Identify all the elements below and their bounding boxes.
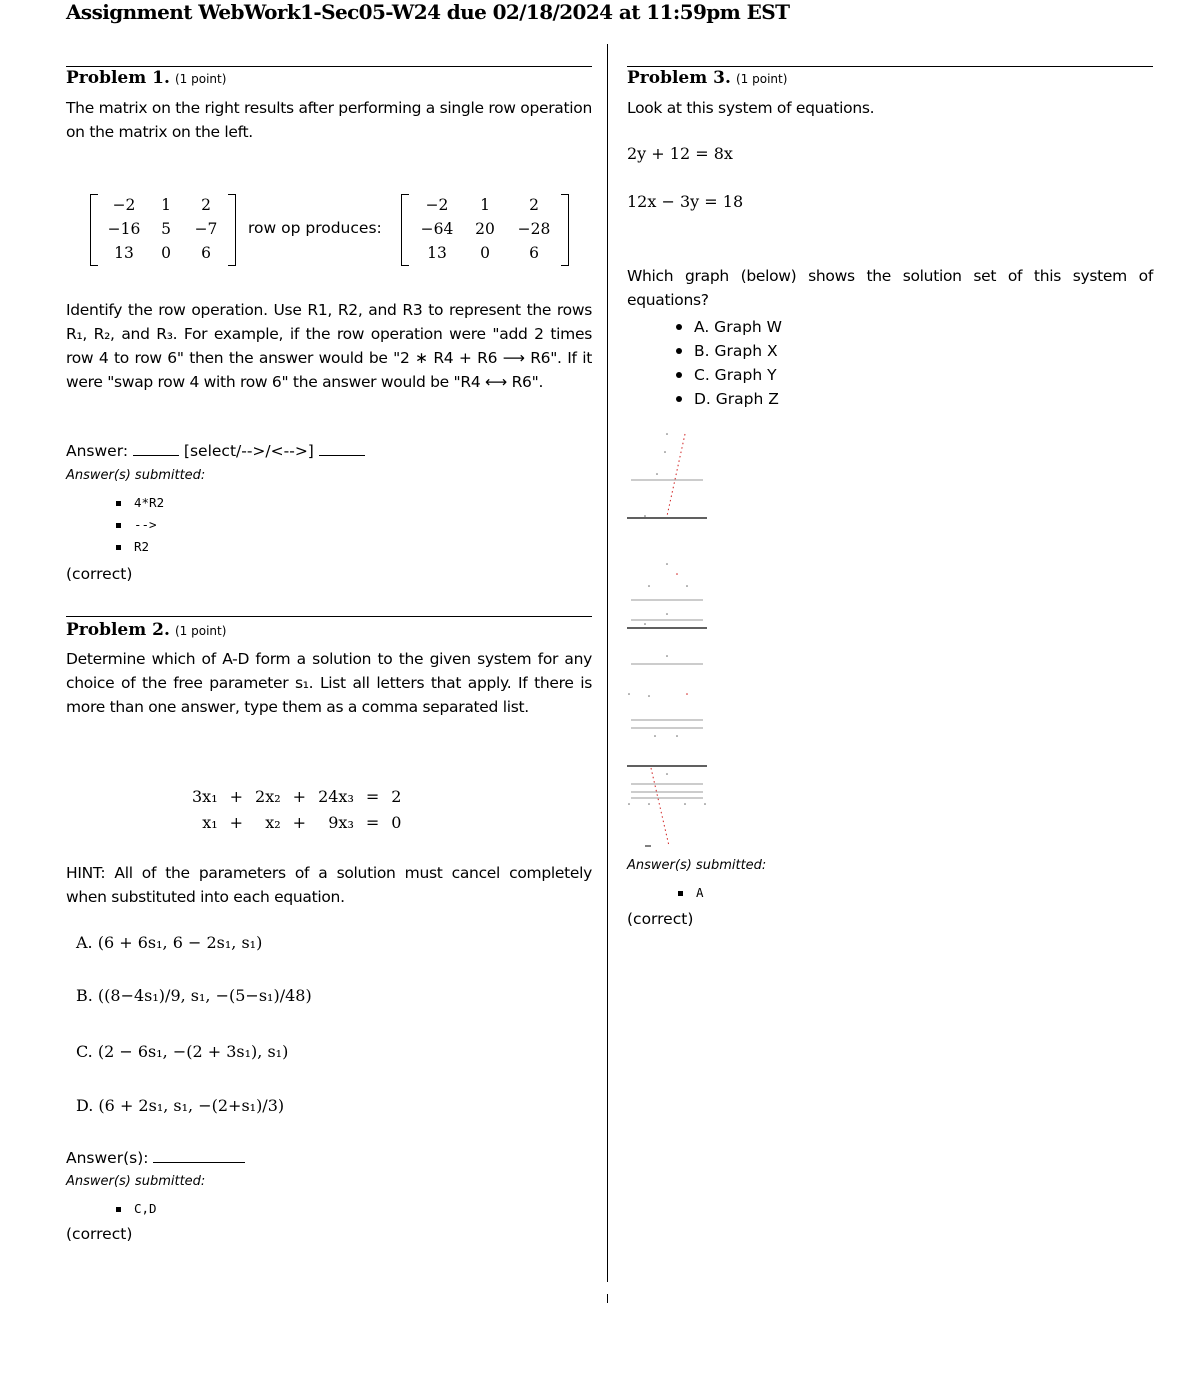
graph-z (627, 760, 709, 852)
list-item: A (678, 882, 704, 904)
assignment-title: Assignment WebWork1-Sec05-W24 due 02/18/2024 at 11:59pm EST (66, 0, 790, 24)
problem2-equation-system (186, 783, 407, 835)
graph-x (627, 560, 709, 632)
list-item: R2 (116, 536, 164, 558)
point-dot (648, 803, 650, 805)
problem3-submitted-list (678, 882, 704, 904)
choice-graph-x: B. Graph X (674, 339, 782, 363)
point-dot (666, 433, 668, 435)
problem3-points: (1 point) (736, 72, 788, 86)
problem2-intro: Determine which of A-D form a solution to the given system for any choice of the free parameter s₁. List all letters that apply. If there is more than one answer, type them as a comma separated list. (66, 650, 592, 716)
problem3-title: Problem 3. (627, 68, 731, 88)
problem3-submitted-label: Answer(s) submitted: (627, 858, 767, 873)
point-dot (664, 451, 666, 453)
problem1-status: (correct) (66, 565, 133, 583)
equation-1: 2y + 12 = 8x (627, 144, 733, 163)
option-d: D. (6 + 2s₁, s₁, −(2+s₁)/3) (76, 1096, 285, 1115)
choice-graph-y: C. Graph Y (674, 363, 782, 387)
problem3-status: (correct) (627, 910, 694, 928)
point-dot (666, 773, 668, 775)
equation-2: 12x − 3y = 18 (627, 192, 744, 211)
graph-choices (674, 315, 782, 411)
problem1-heading (66, 68, 226, 88)
graph-y (627, 652, 709, 740)
problem1-rule (66, 66, 592, 67)
option-b: B. ((8−4s₁)/9, s₁, −(5−s₁)/48) (76, 986, 312, 1005)
answer-label: Answer(s): (66, 1149, 149, 1167)
answer-blank-1[interactable] (133, 455, 179, 456)
right-matrix-cells: −2 1 2 −64 20 −28 13 0 6 (420, 196, 551, 262)
point-dot (644, 515, 646, 517)
point-dot (684, 803, 686, 805)
answer-blank-2[interactable] (319, 455, 365, 456)
page-tick (607, 1294, 608, 1303)
choice-graph-w: A. Graph W (674, 315, 782, 339)
problem2-submitted-list (116, 1198, 157, 1220)
right-bracket (561, 194, 569, 266)
choice-graph-z: D. Graph Z (674, 387, 782, 411)
equation-row: 3x₁ + 2x₂ + 24x₃ = 2 (192, 786, 402, 806)
row-op-select[interactable]: [select/-->/<-->] (183, 442, 314, 460)
problem1-title: Problem 1. (66, 68, 170, 88)
problem2-submitted-label: Answer(s) submitted: (66, 1174, 206, 1189)
column-divider (607, 44, 608, 1282)
point-dot (648, 695, 650, 697)
solution-line (651, 768, 669, 846)
problem2-heading (66, 620, 226, 640)
row-op-label: row op produces: (248, 219, 382, 237)
problem2-rule (66, 616, 592, 617)
list-item: C,D (116, 1198, 157, 1220)
left-matrix-cells: −2 1 2 −16 5 −7 13 0 6 (107, 196, 218, 262)
point-dot (628, 693, 630, 695)
problem1-submitted-label: Answer(s) submitted: (66, 468, 206, 483)
graph-w (627, 432, 709, 522)
problem3-question: Which graph (below) shows the solution set of this system of equations? (627, 267, 1153, 309)
left-bracket (90, 194, 98, 266)
problem3-heading (627, 68, 787, 88)
point-dot (666, 563, 668, 565)
option-a: A. (6 + 6s₁, 6 − 2s₁, s₁) (76, 933, 263, 952)
answer-input[interactable] (153, 1162, 245, 1163)
problem2-answer-row (66, 1149, 245, 1167)
point-dot (648, 585, 650, 587)
point-dot (628, 803, 630, 805)
equation-row: x₁ + x₂ + 9x₃ = 0 (202, 812, 402, 832)
point-dot (666, 655, 668, 657)
point-dot (686, 585, 688, 587)
point-dot (666, 613, 668, 615)
right-bracket (228, 194, 236, 266)
option-c: C. (2 − 6s₁, −(2 + 3s₁), s₁) (76, 1042, 289, 1061)
point-dot (704, 803, 706, 805)
problem1-instructions: Identify the row operation. Use R1, R2, and R3 to represent the rows R₁, R₂, and R₃. For example, if the row operation were "add 2 times row 4 to row 6" then the answer would be "2 ∗ R4 + R6 ⟶ R6". If it were "swap row 4 with row 6" the answer would be "R4 ⟷ R6". (66, 301, 592, 391)
problem2-title: Problem 2. (66, 620, 170, 640)
point-dot (644, 623, 646, 625)
point-dot (654, 735, 656, 737)
list-item: --> (116, 514, 164, 536)
problem2-points: (1 point) (175, 624, 227, 638)
problem3-rule (627, 66, 1153, 67)
answer-label: Answer: (66, 442, 129, 460)
left-bracket (401, 194, 409, 266)
problem2-hint: HINT: All of the parameters of a solution must cancel completely when substituted into each equation. (66, 864, 592, 906)
point-dot (676, 735, 678, 737)
problem1-points: (1 point) (175, 72, 227, 86)
problem2-status: (correct) (66, 1225, 133, 1243)
point-dot (676, 573, 678, 575)
problem3-intro: Look at this system of equations. (627, 99, 875, 117)
point-dot (686, 693, 688, 695)
solution-line (667, 434, 685, 516)
problem1-answer-row (66, 442, 365, 460)
list-item: 4*R2 (116, 492, 164, 514)
problem1-intro: The matrix on the right results after performing a single row operation on the matrix on the left. (66, 99, 592, 141)
point-dot (656, 473, 658, 475)
problem1-submitted-list (116, 492, 164, 558)
